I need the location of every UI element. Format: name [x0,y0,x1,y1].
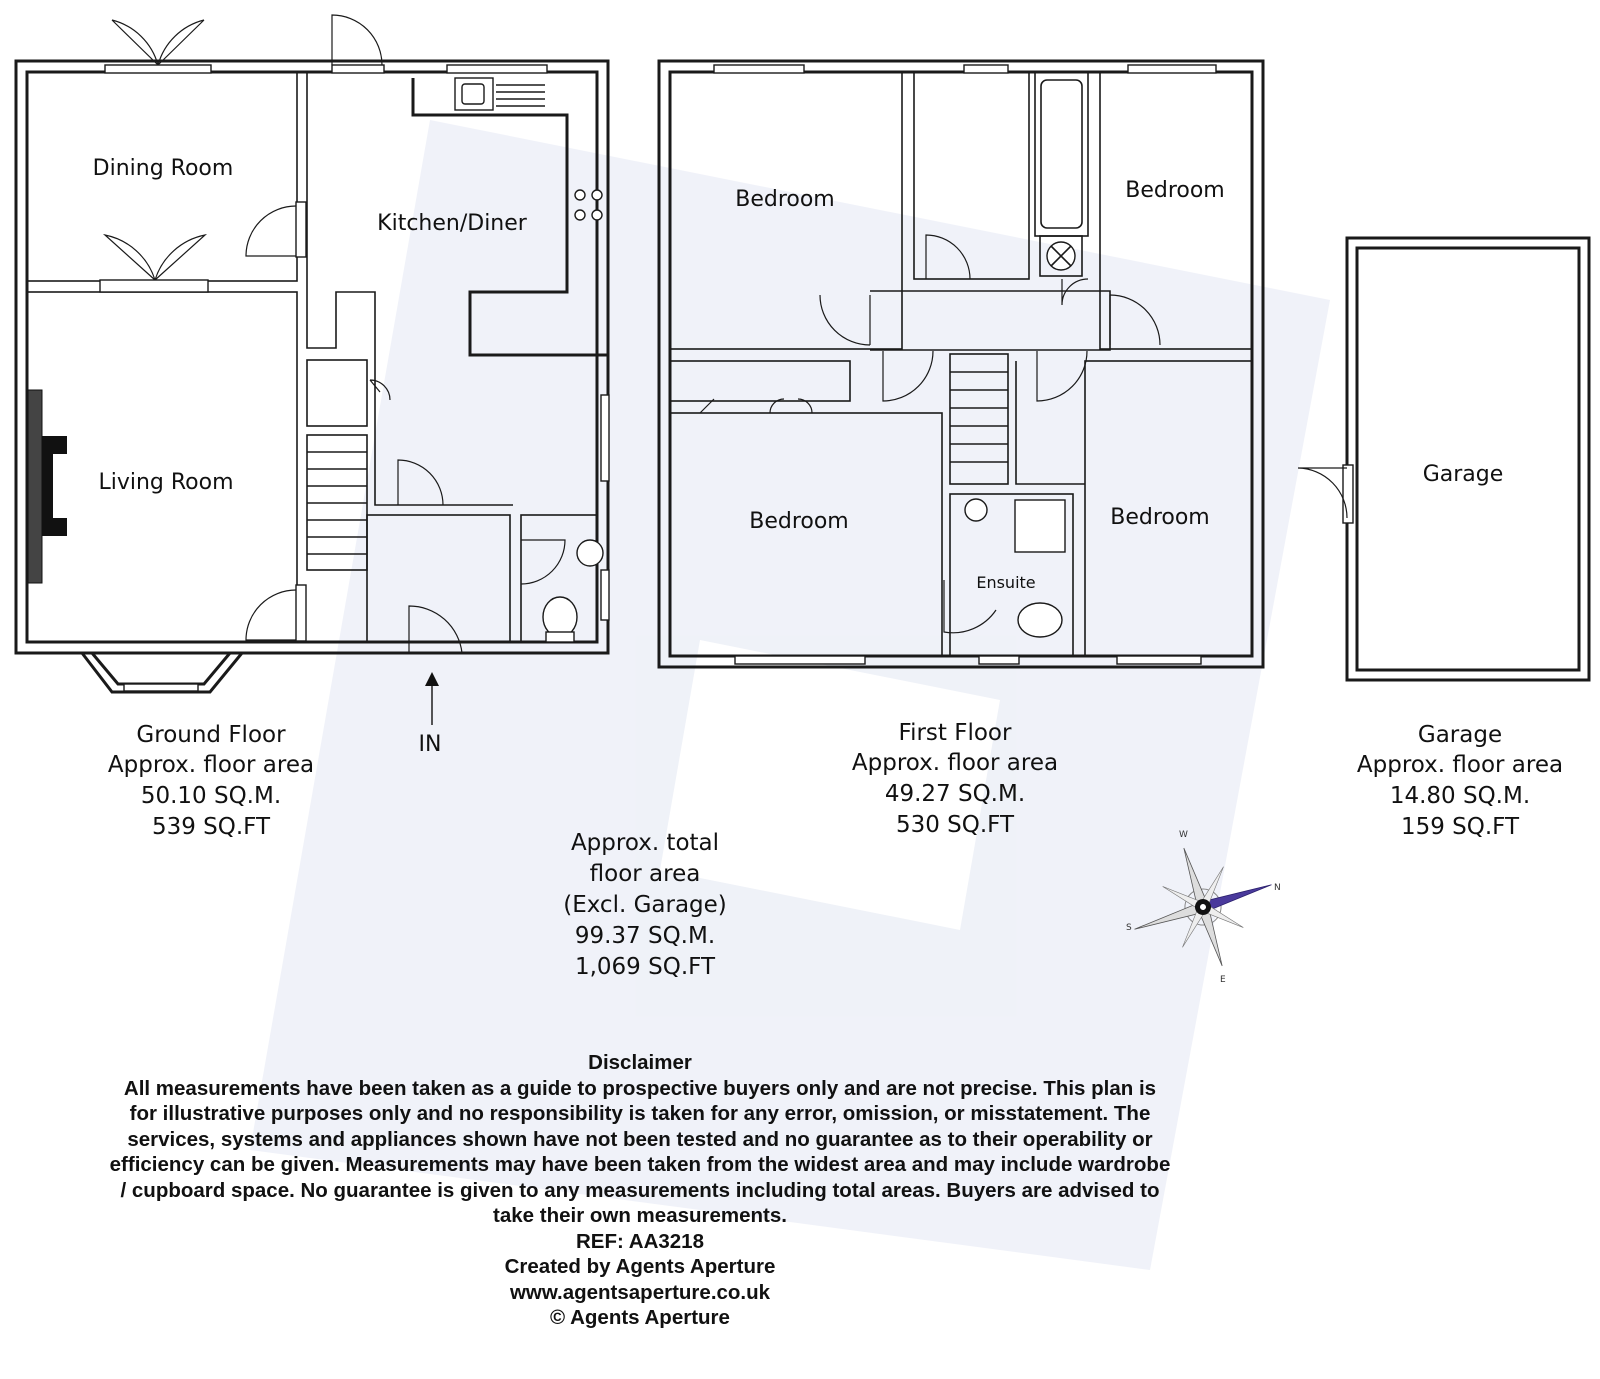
total-area-sqft: 1,069 SQ.FT [574,954,716,980]
room-label-bedroom-3: Bedroom [749,509,849,534]
total-area-line2: floor area [589,861,701,887]
ground-floor-title: Ground Floor [136,722,286,748]
disclaimer-line: All measurements have been taken as a guide to prospective buyers only and are not precise. This plan is [123,1076,1157,1100]
compass-east-label: E [1220,975,1226,985]
room-label-ensuite: Ensuite [976,573,1036,592]
room-label-living-room: Living Room [98,470,234,495]
garage-plan [1298,238,1589,680]
entrance-label: IN [418,732,442,757]
garage-area-title: Garage [1417,722,1503,748]
disclaimer-line: services, systems and appliances shown have not been tested and no guarantee as to their operability or [127,1127,1153,1151]
ground-floor-subtitle: Approx. floor area [107,752,315,778]
first-floor-title: First Floor [898,720,1012,746]
first-floor-subtitle: Approx. floor area [851,750,1059,776]
disclaimer-heading: Disclaimer [588,1051,692,1074]
room-label-garage: Garage [1422,462,1504,487]
copyright-notice: © Agents Aperture [550,1306,730,1329]
room-label-dining-room: Dining Room [92,156,234,181]
room-label-bedroom-1: Bedroom [735,187,835,212]
room-label-bedroom-4: Bedroom [1110,505,1210,530]
first-floor-sqm: 49.27 SQ.M. [884,781,1026,807]
disclaimer-block [30,1050,1250,1331]
disclaimer-line: for illustrative purposes only and no responsibility is taken for any error, omission, or misstatement. The [129,1102,1151,1125]
garage-area-sqm: 14.80 SQ.M. [1389,783,1531,809]
compass-south-label: S [1126,923,1132,933]
total-area-sqm: 99.37 SQ.M. [574,923,716,949]
total-area-line3: (Excl. Garage) [563,892,727,918]
disclaimer-line: / cupboard space. No guarantee is given to any measurements including total areas. Buyers are advised to [120,1178,1160,1202]
garage-area-subtitle: Approx. floor area [1356,752,1564,778]
compass-west-label: W [1179,830,1188,840]
ground-floor-sqft: 539 SQ.FT [151,814,271,840]
website-link[interactable]: www.agentsaperture.co.uk [509,1280,771,1304]
first-floor-sqft: 530 SQ.FT [895,812,1015,838]
created-by: Created by Agents Aperture [504,1255,776,1278]
disclaimer-line: take their own measurements. [493,1204,787,1227]
room-label-kitchen-diner: Kitchen/Diner [377,211,527,236]
total-area-line1: Approx. total [570,830,720,856]
compass-north-label: N [1274,883,1281,893]
room-label-bedroom-2: Bedroom [1125,178,1225,203]
ground-floor-sqm: 50.10 SQ.M. [140,783,282,809]
reference-number: REF: AA3218 [576,1229,704,1253]
disclaimer-line: efficiency can be given. Measurements may have been taken from the widest area and may include wardrobe [109,1153,1171,1176]
garage-area-sqft: 159 SQ.FT [1400,814,1520,840]
